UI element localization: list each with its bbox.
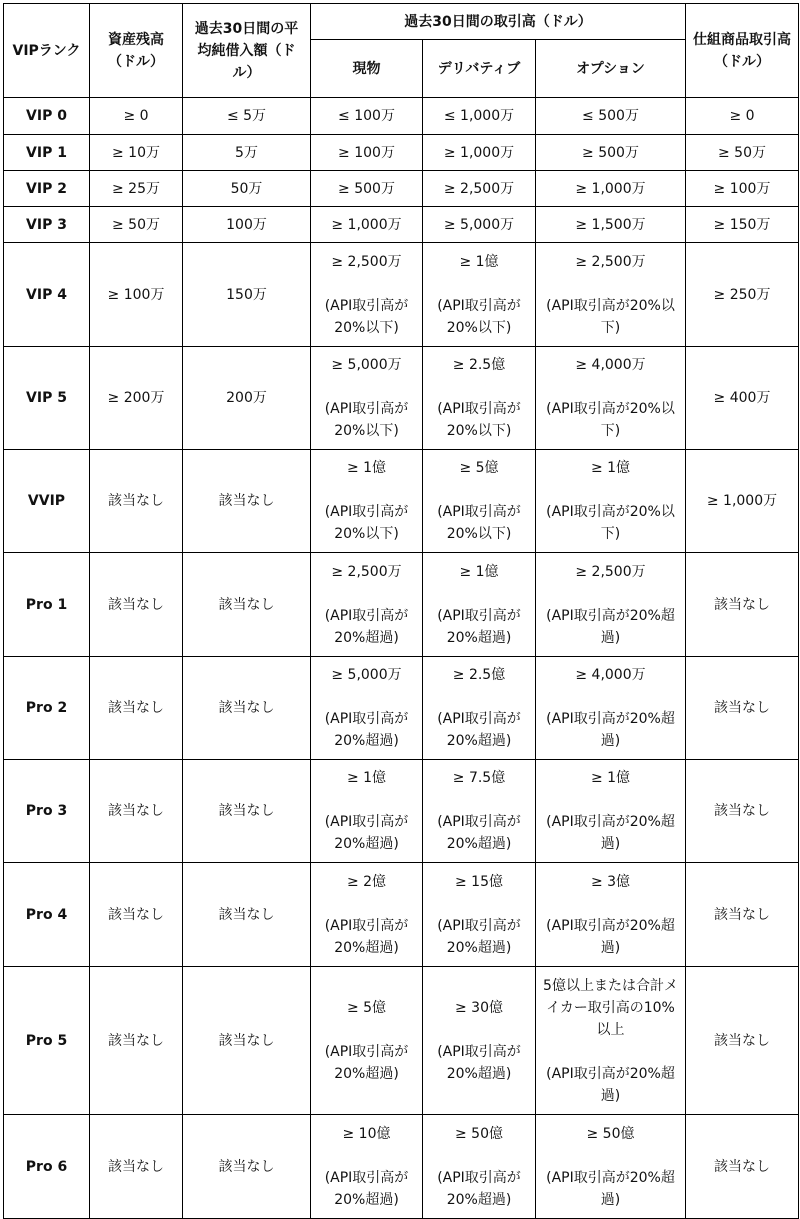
rank-cell: VIP 2 bbox=[4, 171, 90, 207]
table-row bbox=[4, 760, 799, 863]
spot-volume-cell: ≥ 500万 bbox=[311, 171, 423, 207]
structured-volume-cell: 該当なし bbox=[686, 863, 799, 967]
structured-volume-cell: ≥ 1,000万 bbox=[686, 450, 799, 553]
options-volume-cell-note: (API取引高が20%超過) bbox=[546, 1065, 675, 1104]
derivatives-volume-cell-note: (API取引高が20%以下) bbox=[437, 504, 521, 542]
options-volume-cell-value: ≥ 50億 bbox=[586, 1125, 635, 1142]
spot-volume-cell-value: ≥ 2億 bbox=[346, 873, 387, 890]
header-asset-balance: 資産残高（ドル） bbox=[90, 4, 183, 98]
avg-borrow-cell: 該当なし bbox=[183, 967, 311, 1115]
options-volume-cell bbox=[536, 863, 686, 967]
spot-volume-cell-value: ≥ 2,500万 bbox=[331, 563, 402, 580]
rank-cell: VIP 0 bbox=[4, 98, 90, 135]
avg-borrow-cell: 200万 bbox=[183, 347, 311, 450]
spot-volume-cell-value: ≥ 5,000万 bbox=[331, 667, 402, 683]
table-row bbox=[4, 967, 799, 1115]
options-volume-cell-value: ≥ 1億 bbox=[590, 460, 631, 476]
derivatives-volume-cell-value: ≥ 1億 bbox=[459, 253, 499, 270]
table-row bbox=[4, 98, 799, 135]
structured-volume-cell: ≥ 250万 bbox=[686, 243, 799, 347]
asset-balance-cell: ≥ 100万 bbox=[90, 243, 183, 347]
header-spot: 現物 bbox=[311, 40, 423, 98]
derivatives-volume-cell-note: (API取引高が20%超過) bbox=[437, 814, 521, 852]
header-structured-products: 仕組商品取引高（ドル） bbox=[686, 4, 799, 98]
spot-volume-cell-note: (API取引高が20%超過) bbox=[324, 607, 409, 646]
table-row bbox=[4, 171, 799, 207]
options-volume-cell-value: 5億以上または合計メイカー取引高の10%以上 bbox=[543, 977, 678, 1038]
options-volume-cell-note: (API取引高が20%超過) bbox=[546, 711, 675, 749]
options-volume-cell bbox=[536, 967, 686, 1115]
derivatives-volume-cell-note: (API取引高が20%超過) bbox=[437, 917, 521, 956]
structured-volume-cell: ≥ 50万 bbox=[686, 135, 799, 171]
spot-volume-cell-note: (API取引高が20%超過) bbox=[324, 1043, 409, 1082]
spot-volume-cell-note: (API取引高が20%以下) bbox=[324, 504, 409, 542]
derivatives-volume-cell-value: ≥ 1億 bbox=[459, 563, 499, 580]
table-row bbox=[4, 243, 799, 347]
rank-cell: Pro 1 bbox=[4, 553, 90, 657]
spot-volume-cell-value: ≥ 1億 bbox=[346, 460, 387, 476]
structured-volume-cell: 該当なし bbox=[686, 553, 799, 657]
asset-balance-cell: 該当なし bbox=[90, 450, 183, 553]
derivatives-volume-cell-value: ≥ 2.5億 bbox=[452, 667, 506, 683]
rank-cell: VIP 1 bbox=[4, 135, 90, 171]
spot-volume-cell-note: (API取引高が20%以下) bbox=[324, 401, 409, 439]
derivatives-volume-cell: ≤ 1,000万 bbox=[423, 98, 536, 135]
options-volume-cell bbox=[536, 347, 686, 450]
derivatives-volume-cell-note: (API取引高が20%以下) bbox=[437, 401, 521, 439]
derivatives-volume-cell bbox=[423, 1115, 536, 1219]
structured-volume-cell: 該当なし bbox=[686, 657, 799, 760]
options-volume-cell-value: ≥ 3億 bbox=[590, 873, 631, 890]
spot-volume-cell-note: (API取引高が20%超過) bbox=[324, 814, 409, 852]
derivatives-volume-cell bbox=[423, 553, 536, 657]
spot-volume-cell-value: ≥ 1億 bbox=[346, 770, 387, 786]
derivatives-volume-cell: ≥ 1,000万 bbox=[423, 135, 536, 171]
rank-cell: VVIP bbox=[4, 450, 90, 553]
derivatives-volume-cell: ≥ 5,000万 bbox=[423, 207, 536, 243]
options-volume-cell-value: ≥ 4,000万 bbox=[575, 667, 646, 683]
derivatives-volume-cell-value: ≥ 7.5億 bbox=[452, 770, 506, 786]
tier-rows bbox=[4, 98, 799, 1219]
rank-cell: VIP 4 bbox=[4, 243, 90, 347]
options-volume-cell-note: (API取引高が20%以下) bbox=[546, 504, 675, 542]
spot-volume-cell-note: (API取引高が20%超過) bbox=[324, 711, 409, 749]
options-volume-cell bbox=[536, 553, 686, 657]
avg-borrow-cell: 該当なし bbox=[183, 760, 311, 863]
rank-cell: Pro 3 bbox=[4, 760, 90, 863]
options-volume-cell-note: (API取引高が20%超過) bbox=[546, 607, 675, 646]
derivatives-volume-cell-note: (API取引高が20%超過) bbox=[437, 711, 521, 749]
options-volume-cell-note: (API取引高が20%以下) bbox=[546, 401, 675, 439]
derivatives-volume-cell-value: ≥ 15億 bbox=[455, 873, 503, 890]
spot-volume-cell-value: ≥ 2,500万 bbox=[331, 253, 402, 270]
avg-borrow-cell: 該当なし bbox=[183, 863, 311, 967]
derivatives-volume-cell-note: (API取引高が20%以下) bbox=[437, 297, 521, 336]
options-volume-cell-value: ≥ 2,500万 bbox=[575, 253, 646, 270]
avg-borrow-cell: ≤ 5万 bbox=[183, 98, 311, 135]
derivatives-volume-cell bbox=[423, 657, 536, 760]
structured-volume-cell: 該当なし bbox=[686, 1115, 799, 1219]
spot-volume-cell bbox=[311, 657, 423, 760]
asset-balance-cell: ≥ 50万 bbox=[90, 207, 183, 243]
spot-volume-cell bbox=[311, 760, 423, 863]
spot-volume-cell bbox=[311, 967, 423, 1115]
asset-balance-cell: 該当なし bbox=[90, 553, 183, 657]
spot-volume-cell bbox=[311, 243, 423, 347]
asset-balance-cell: 該当なし bbox=[90, 657, 183, 760]
derivatives-volume-cell-note: (API取引高が20%超過) bbox=[437, 607, 521, 646]
header-derivatives: デリバティブ bbox=[423, 40, 536, 98]
rank-cell: VIP 5 bbox=[4, 347, 90, 450]
spot-volume-cell-value: ≥ 5,000万 bbox=[331, 357, 402, 373]
spot-volume-cell-value: ≥ 10億 bbox=[342, 1125, 391, 1142]
options-volume-cell-note: (API取引高が20%超過) bbox=[546, 814, 675, 852]
avg-borrow-cell: 150万 bbox=[183, 243, 311, 347]
table-row bbox=[4, 657, 799, 760]
options-volume-cell: ≥ 500万 bbox=[536, 135, 686, 171]
asset-balance-cell: ≥ 10万 bbox=[90, 135, 183, 171]
spot-volume-cell bbox=[311, 553, 423, 657]
header-avg-net-borrow: 過去30日間の平均純借入額（ドル） bbox=[183, 4, 311, 98]
asset-balance-cell: 該当なし bbox=[90, 760, 183, 863]
structured-volume-cell: ≥ 400万 bbox=[686, 347, 799, 450]
table-row bbox=[4, 135, 799, 171]
options-volume-cell-note: (API取引高が20%以下) bbox=[546, 297, 675, 336]
spot-volume-cell bbox=[311, 1115, 423, 1219]
table-row bbox=[4, 553, 799, 657]
spot-volume-cell-note: (API取引高が20%超過) bbox=[324, 917, 409, 956]
avg-borrow-cell: 5万 bbox=[183, 135, 311, 171]
spot-volume-cell bbox=[311, 863, 423, 967]
structured-volume-cell: ≥ 100万 bbox=[686, 171, 799, 207]
table-row bbox=[4, 1115, 799, 1219]
derivatives-volume-cell bbox=[423, 347, 536, 450]
structured-volume-cell: ≥ 0 bbox=[686, 98, 799, 135]
derivatives-volume-cell-value: ≥ 30億 bbox=[455, 999, 503, 1016]
derivatives-volume-cell bbox=[423, 243, 536, 347]
vip-tier-table bbox=[3, 3, 799, 1219]
options-volume-cell-value: ≥ 2,500万 bbox=[575, 563, 646, 580]
derivatives-volume-cell: ≥ 2,500万 bbox=[423, 171, 536, 207]
table-row bbox=[4, 863, 799, 967]
avg-borrow-cell: 50万 bbox=[183, 171, 311, 207]
derivatives-volume-cell-note: (API取引高が20%超過) bbox=[437, 1169, 521, 1208]
options-volume-cell bbox=[536, 450, 686, 553]
structured-volume-cell: ≥ 150万 bbox=[686, 207, 799, 243]
table-row bbox=[4, 450, 799, 553]
avg-borrow-cell: 該当なし bbox=[183, 1115, 311, 1219]
derivatives-volume-cell bbox=[423, 967, 536, 1115]
spot-volume-cell: ≥ 100万 bbox=[311, 135, 423, 171]
derivatives-volume-cell-value: ≥ 2.5億 bbox=[452, 357, 506, 373]
derivatives-volume-cell bbox=[423, 450, 536, 553]
options-volume-cell-note: (API取引高が20%超過) bbox=[546, 1169, 675, 1208]
avg-borrow-cell: 該当なし bbox=[183, 553, 311, 657]
options-volume-cell bbox=[536, 243, 686, 347]
avg-borrow-cell: 該当なし bbox=[183, 450, 311, 553]
header-trading-volume-group: 過去30日間の取引高（ドル） bbox=[311, 4, 686, 40]
rank-cell: VIP 3 bbox=[4, 207, 90, 243]
options-volume-cell: ≥ 1,000万 bbox=[536, 171, 686, 207]
table-row bbox=[4, 207, 799, 243]
structured-volume-cell: 該当なし bbox=[686, 760, 799, 863]
asset-balance-cell: ≥ 0 bbox=[90, 98, 183, 135]
derivatives-volume-cell bbox=[423, 760, 536, 863]
spot-volume-cell-value: ≥ 5億 bbox=[346, 999, 387, 1016]
options-volume-cell bbox=[536, 1115, 686, 1219]
spot-volume-cell bbox=[311, 450, 423, 553]
options-volume-cell: ≤ 500万 bbox=[536, 98, 686, 135]
rank-cell: Pro 4 bbox=[4, 863, 90, 967]
asset-balance-cell: 該当なし bbox=[90, 863, 183, 967]
rank-cell: Pro 5 bbox=[4, 967, 90, 1115]
avg-borrow-cell: 100万 bbox=[183, 207, 311, 243]
rank-cell: Pro 2 bbox=[4, 657, 90, 760]
structured-volume-cell: 該当なし bbox=[686, 967, 799, 1115]
rank-cell: Pro 6 bbox=[4, 1115, 90, 1219]
options-volume-cell bbox=[536, 657, 686, 760]
options-volume-cell bbox=[536, 760, 686, 863]
spot-volume-cell bbox=[311, 347, 423, 450]
spot-volume-cell: ≥ 1,000万 bbox=[311, 207, 423, 243]
derivatives-volume-cell-value: ≥ 50億 bbox=[455, 1125, 503, 1142]
options-volume-cell-value: ≥ 1億 bbox=[590, 770, 631, 786]
spot-volume-cell-note: (API取引高が20%超過) bbox=[324, 1169, 409, 1208]
derivatives-volume-cell-note: (API取引高が20%超過) bbox=[437, 1043, 521, 1082]
asset-balance-cell: 該当なし bbox=[90, 967, 183, 1115]
asset-balance-cell: ≥ 25万 bbox=[90, 171, 183, 207]
table-row bbox=[4, 347, 799, 450]
options-volume-cell-value: ≥ 4,000万 bbox=[575, 357, 646, 373]
avg-borrow-cell: 該当なし bbox=[183, 657, 311, 760]
header-vip-rank: VIPランク bbox=[4, 4, 90, 98]
derivatives-volume-cell bbox=[423, 863, 536, 967]
header-options: オプション bbox=[536, 40, 686, 98]
asset-balance-cell: ≥ 200万 bbox=[90, 347, 183, 450]
derivatives-volume-cell-value: ≥ 5億 bbox=[459, 460, 499, 476]
spot-volume-cell-note: (API取引高が20%以下) bbox=[324, 297, 409, 336]
spot-volume-cell: ≤ 100万 bbox=[311, 98, 423, 135]
options-volume-cell-note: (API取引高が20%超過) bbox=[546, 917, 675, 956]
asset-balance-cell: 該当なし bbox=[90, 1115, 183, 1219]
options-volume-cell: ≥ 1,500万 bbox=[536, 207, 686, 243]
